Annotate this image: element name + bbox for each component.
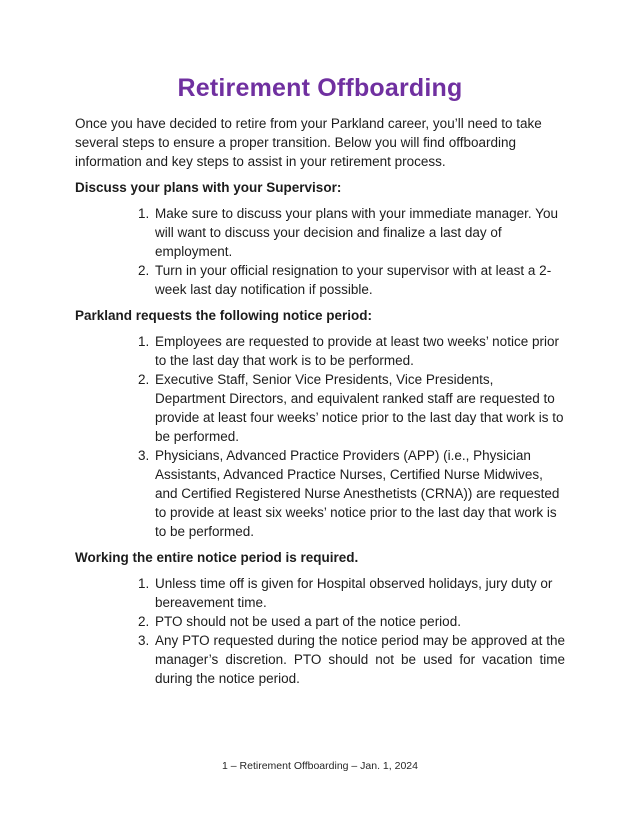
section-heading-supervisor: Discuss your plans with your Supervisor: <box>75 180 342 195</box>
intro-paragraph: Once you have decided to retire from your Parkland career, you’ll need to take several steps to ensure a proper transition. Below you will find offboarding information and key steps to assist in your retirement process. <box>75 116 542 169</box>
list-item: 1. Employees are requested to provide at least two weeks’ notice prior to the last day that work is to be performed. <box>153 332 565 370</box>
list-item: 1. Unless time off is given for Hospital observed holidays, jury duty or bereavement time. <box>153 574 565 612</box>
section-heading-working-notice: Working the entire notice period is required. <box>75 550 359 565</box>
page-title: Retirement Offboarding <box>177 74 463 102</box>
list-item: 1. Make sure to discuss your plans with your immediate manager. You will want to discuss your decision and finalize a last day of employment. <box>153 204 565 261</box>
working-notice-list <box>75 574 565 688</box>
list-item: 2. Turn in your official resignation to your supervisor with at least a 2-week last day notification if possible. <box>153 261 565 299</box>
supervisor-list <box>75 204 565 299</box>
section-heading-notice-period: Parkland requests the following notice period: <box>75 308 373 323</box>
list-item: 3. Physicians, Advanced Practice Providers (APP) (i.e., Physician Assistants, Advanced Practice Nurses, Certified Nurse Midwives, and Certified Registered Nurse Anesthetists (CRNA)) are requested to provide at least six weeks’ notice prior to the last day that work is to be performed. <box>153 446 565 541</box>
list-item: 2. PTO should not be used a part of the notice period. <box>153 612 565 631</box>
list-item: 3. Any PTO requested during the notice period may be approved at the manager’s discretion. PTO should not be used for vacation time during the notice period. <box>153 631 565 688</box>
notice-period-list <box>75 332 565 541</box>
list-item: 2. Executive Staff, Senior Vice Presidents, Vice Presidents, Department Directors, and equivalent ranked staff are requested to provide at least four weeks’ notice prior to the last day that work is to be performed. <box>153 370 565 446</box>
page-footer: 1 – Retirement Offboarding – Jan. 1, 2024 <box>222 760 418 772</box>
